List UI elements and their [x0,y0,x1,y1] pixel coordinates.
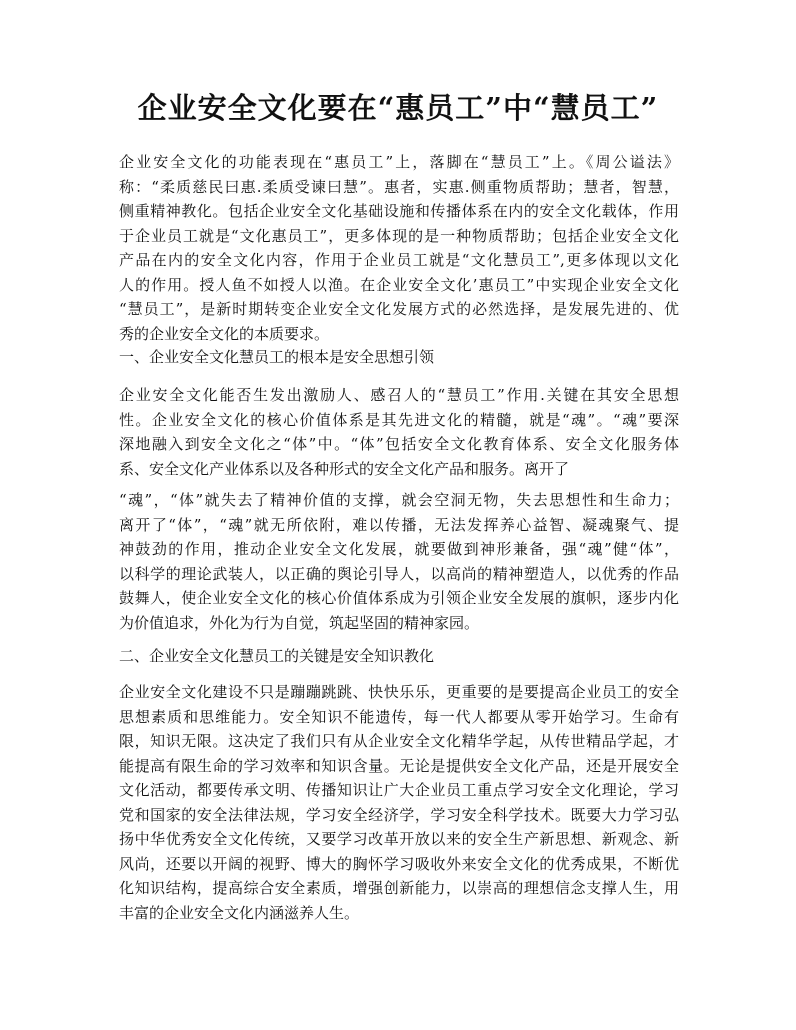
paragraph-line: 限，知识无限。这决定了我们只有从企业安全文化精华学起，从传世精品学起，才 [119,732,679,750]
paragraph-line: 鼓舞人，使企业安全文化的核心价值体系成为引领企业安全发展的旗帜，逐步内化 [119,589,679,607]
paragraph-line: 为价值追求，外化为行为自觉，筑起坚固的精神家园。 [119,613,480,632]
paragraph-line: 离开了“体”，“魂”就无所依附，难以传播，无法发挥养心益智、凝魂聚气、提 [119,515,679,534]
paragraph-line: 深地融入到安全文化之“体”中。“体”包括安全文化教育体系、安全文化服务体 [119,435,679,453]
paragraph-line: 思想素质和思维能力。安全知识不能遗传，每一代人都要从零开始学习。生命有 [119,707,679,726]
paragraph-4 [119,680,679,925]
paragraph-line: 丰富的企业安全文化内涵滋养人生。 [119,903,360,922]
paragraph-line: 风尚，还要以开阔的视野、博大的胸怀学习吸收外来安全文化的优秀成果，不断优 [119,854,679,873]
paragraph-line: 企业安全文化的功能表现在“惠员工”上，落脚在“慧员工”上。《周公谥法》 [119,153,679,171]
paragraph-line: 称：“柔质慈民曰惠.柔质受谏曰慧”。惠者，实惠.侧重物质帮助；慧者，智慧， [119,177,679,196]
paragraph-1 [119,150,679,346]
paragraph-line: 秀的企业安全文化的本质要求。 [119,324,330,343]
section-heading-2: 二、企业安全文化慧员工的关键是安全知识教化 [119,647,435,665]
paragraph-line: 党和国家的安全法律法规，学习安全经济学，学习安全科学技术。既要大力学习弘 [119,805,679,824]
paragraph-3 [119,488,679,635]
paragraph-line: 能提高有限生命的学习效率和知识含量。无论是提供安全文化产品，还是开展安全 [119,756,679,775]
paragraph-line: 产品在内的安全文化内容，作用于企业员工就是“文化慧员工”,更多体现以文化 [119,251,679,269]
paragraph-line: 侧重精神教化。包括企业安全文化基础设施和传播体系在内的安全文化载体，作用 [119,202,679,220]
section-heading-1: 一、企业安全文化慧员工的根本是安全思想引领 [119,348,435,366]
paragraph-line: “魂”，“体”就失去了精神价值的支撑，就会空洞无物，失去思想性和生命力； [119,491,679,509]
paragraph-line: 系、安全文化产业体系以及各种形式的安全文化产品和服务。离开了 [119,459,570,478]
paragraph-line: 扬中华优秀安全文化传统，又要学习改革开放以来的安全生产新思想、新观念、新 [119,830,679,848]
paragraph-line: 性。企业安全文化的核心价值体系是其先进文化的精髓，就是“魂”。“魂”要深 [119,410,679,429]
paragraph-line: 以科学的理论武装人，以正确的舆论引导人，以高尚的精神塑造人，以优秀的作品 [119,564,679,583]
document-title: 企业安全文化要在“惠员工”中“慧员工” [137,91,659,125]
paragraph-2 [119,383,679,481]
paragraph-line: 人的作用。授人鱼不如授人以渔。在企业安全文化’惠员工”中实现企业安全文化 [119,275,679,294]
paragraph-line: 神鼓劲的作用，推动企业安全文化发展，就要做到神形兼备，强“魂”健“体”， [119,540,679,558]
paragraph-line: 化知识结构，提高综合安全素质，增强创新能力，以崇高的理想信念支撑人生，用 [119,879,679,897]
paragraph-line: 企业安全文化建设不只是蹦蹦跳跳、快快乐乐，更重要的是要提高企业员工的安全 [119,683,679,701]
paragraph-line: “慧员工”，是新时期转变企业安全文化发展方式的必然选择，是发展先进的、优 [119,300,679,318]
paragraph-line: 文化活动，都要传承文明、传播知识让广大企业员工重点学习安全文化理论，学习 [119,781,679,799]
paragraph-line: 企业安全文化能否生发出激励人、感召人的“慧员工”作用.关键在其安全思想 [119,386,679,404]
paragraph-line: 于企业员工就是“文化惠员工”，更多体现的是一种物质帮助；包括企业安全文化 [119,226,679,245]
